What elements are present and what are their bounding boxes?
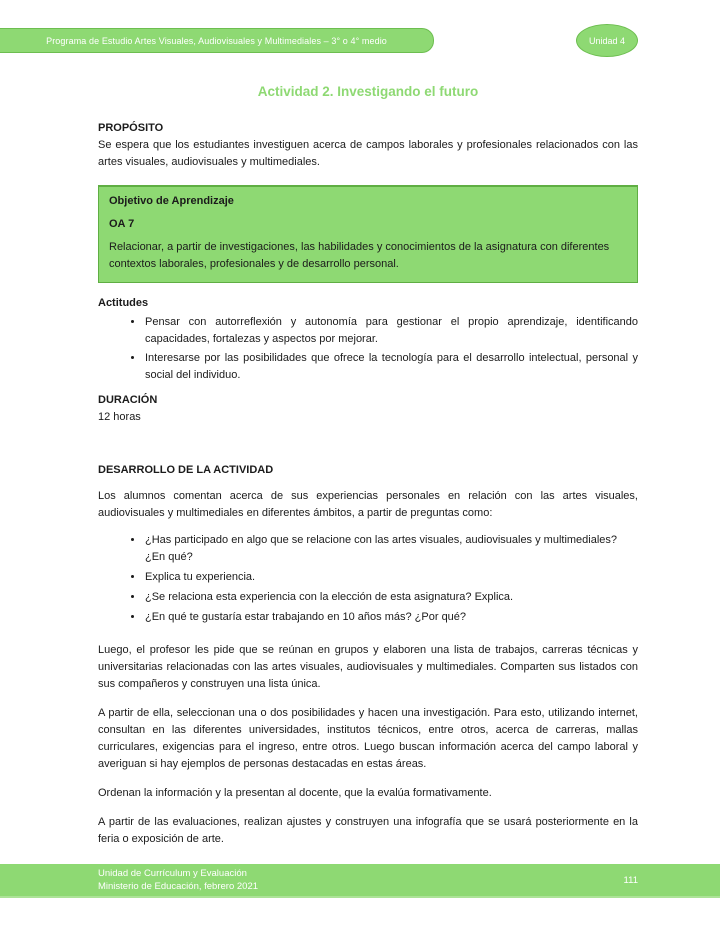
list-item: • ¿En qué te gustaría estar trabajando en 10 años más? ¿Por qué? <box>144 609 638 626</box>
header-program-label: Programa de Estudio Artes Visuales, Audiovisuales y Multimediales – 3° o 4° medio <box>46 35 387 46</box>
objetivo-aprendizaje-box <box>98 185 638 283</box>
page-number: 111 <box>623 874 638 886</box>
footer-line1: Unidad de Currículum y Evaluación <box>98 868 247 879</box>
page-content <box>98 84 638 860</box>
duracion-heading: DURACIÓN <box>98 394 158 406</box>
footer-line2: Ministerio de Educación, febrero 2021 <box>98 881 259 892</box>
list-item: • Interesarse por las posibilidades que ofrece la tecnología para el desarrollo intelectual, personal y social del individuo. <box>144 350 638 384</box>
desarrollo-paragraph: Ordenan la información y la presentan al docente, que la evalúa formativamente. <box>98 787 492 799</box>
questions-list <box>98 532 638 626</box>
desarrollo-paragraph: Luego, el profesor les pide que se reúnan en grupos y elaboren una lista de trabajos, carreras técnicas y universitarias relacionadas con las artes visuales, audiovisuales y multimediales. Comparten sus listados con sus compañeros y construyen una lista única. <box>98 644 638 690</box>
desarrollo-intro: Los alumnos comentan acerca de sus experiencias personales en relación con las artes visuales, audiovisuales y multimediales en diferentes ámbitos, a partir de preguntas como: <box>98 490 638 519</box>
activity-title: Actividad 2. Investigando el futuro <box>257 84 479 99</box>
list-item: • ¿Has participado en algo que se relacione con las artes visuales, audiovisuales y multimediales? ¿En qué? <box>144 532 638 566</box>
list-item: • Explica tu experiencia. <box>144 569 638 586</box>
objetivo-paragraph: Relacionar, a partir de investigaciones, las habilidades y conocimientos de la asignatura con diferentes contextos laborales, profesionales y de desarrollo personal. <box>109 241 610 270</box>
desarrollo-heading: DESARROLLO DE LA ACTIVIDAD <box>98 464 274 476</box>
proposito-paragraph: Se espera que los estudiantes investiguen acerca de campos laborales y profesionales relacionados con las artes visuales, audiovisuales y multimediales. <box>98 139 638 168</box>
header-program-bar <box>0 28 434 53</box>
footer-credits <box>98 867 258 893</box>
duracion-value: 12 horas <box>98 411 141 423</box>
unit-badge-label: Unidad 4 <box>588 35 626 46</box>
desarrollo-paragraph: A partir de las evaluaciones, realizan ajustes y construyen una infografía que se usará posteriormente en la feria o exposición de arte. <box>98 816 638 845</box>
actitudes-heading: Actitudes <box>98 297 149 309</box>
footer-bar <box>0 864 720 898</box>
list-item: • ¿Se relaciona esta experiencia con la elección de esta asignatura? Explica. <box>144 589 638 606</box>
proposito-heading: PROPÓSITO <box>98 122 164 134</box>
objetivo-heading: Objetivo de Aprendizaje <box>109 195 234 207</box>
objetivo-code: OA 7 <box>109 218 135 230</box>
actitudes-list <box>98 314 638 384</box>
list-item: • Pensar con autorreflexión y autonomía para gestionar el propio aprendizaje, identificando capacidades, fortalezas y aspectos por mejorar. <box>144 314 638 348</box>
desarrollo-paragraph: A partir de ella, seleccionan una o dos posibilidades y hacen una investigación. Para esto, utilizando internet, consultan en las diferentes universidades, institutos técnicos, entre otros, acerca de carreras, mallas curriculares, exigencias para el ingreso, entre otros. Luego buscan información acerca del campo laboral y averiguan si hay ejemplos de personas destacadas en estas áreas. <box>98 707 638 770</box>
unit-badge <box>576 24 638 57</box>
